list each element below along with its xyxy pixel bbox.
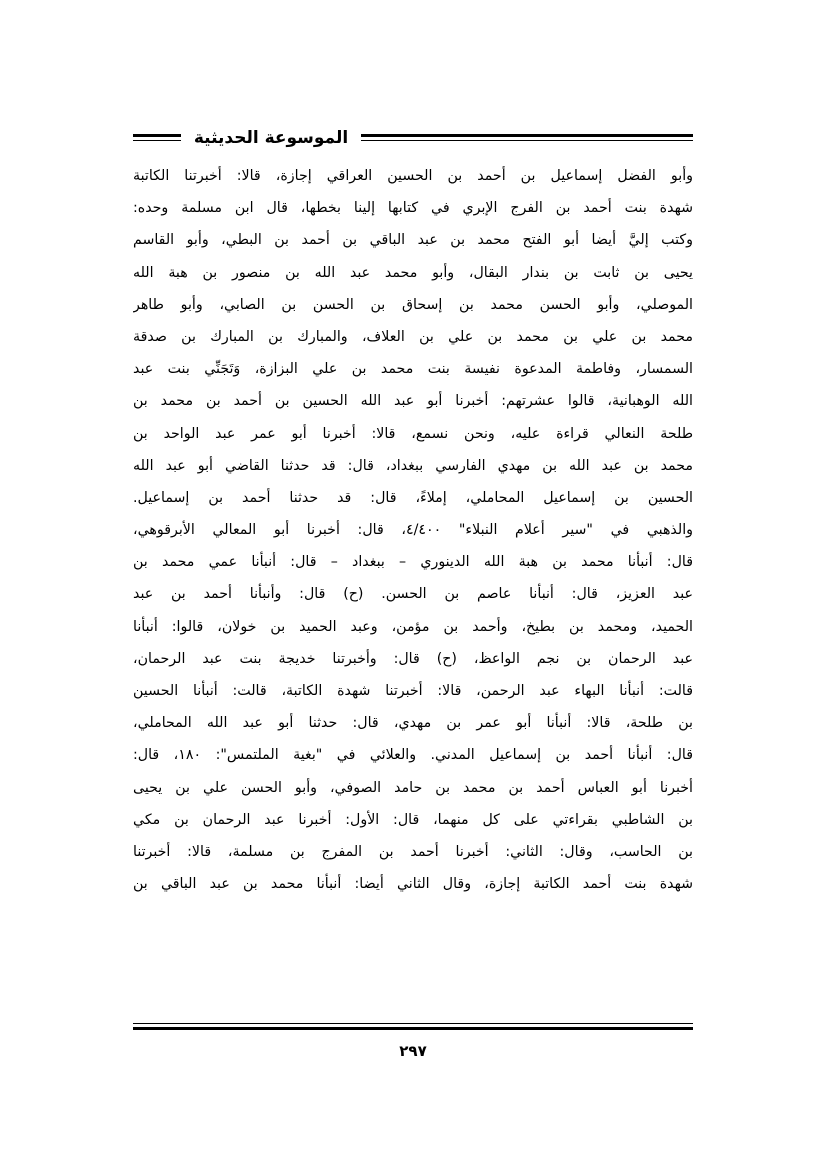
text-line: بن الحاسب، وقال: الثاني: أخبرنا أحمد بن المفرج بن مسلمة، قالا: أخبرتنا <box>133 843 693 860</box>
header-rule-left <box>133 134 181 141</box>
text-line: بن الشاطبي بقراءتي على كل منهما، قال: الأول: أخبرنا عبد الرحمان بن مكي <box>133 811 693 828</box>
text-line: السمسار، وفاطمة المدعوة نفيسة بنت محمد بن علي البزازة، وَتَجَنِّي بنت عبد <box>133 361 693 378</box>
header-rule-right <box>361 134 693 141</box>
text-line: طلحة النعالي قراءة عليه، ونحن نسمع، قالا: أخبرنا أبو عمر عبد الواحد بن <box>133 425 693 442</box>
body-text <box>133 160 693 900</box>
running-header <box>133 126 693 156</box>
text-line: قال: أنبأنا محمد بن هبة الله الدينوري – ببغداد – قال: أنبأنا عمي محمد بن <box>133 554 693 571</box>
text-line: محمد بن عبد الله بن مهدي الفارسي ببغداد، قال: قد حدثنا القاضي أبو عبد الله <box>133 457 693 474</box>
text-line: وكتب إليَّ أيضا أبو الفتح محمد بن عبد الباقي بن أحمد بن البطي، وأبو القاسم <box>133 232 693 249</box>
text-line: أخبرنا أبو العباس أحمد بن محمد بن حامد الصوفي، وأبو الحسن علي بن يحيى <box>133 779 693 796</box>
page-number: ٢٩٧ <box>399 1042 427 1060</box>
text-line: والذهبي في "سير أعلام النبلاء" ٤/٤٠٠، قال: أخبرنا أبو المعالي الأبرقوهي، <box>133 522 693 539</box>
text-line: الله الوهبانية، قالوا عشرتهم: أخبرنا أبو عبد الله الحسين بن أحمد بن محمد بن <box>133 393 693 410</box>
text-line: قالت: أنبأنا البهاء عبد الرحمن، قالا: أخبرتنا شهدة الكاتبة، قالت: أنبأنا الحسين <box>133 683 693 699</box>
text-line: وأبو الفضل إسماعيل بن أحمد بن الحسين العراقي إجازة، قالا: أخبرتنا الكاتبة <box>133 168 693 184</box>
header-title: الموسوعة الحديثية <box>193 128 349 148</box>
text-line: محمد بن علي بن محمد بن علي بن العلاف، والمبارك بن المبارك بن صدقة <box>133 328 693 345</box>
text-line: قال: أنبأنا أحمد بن إسماعيل المدني. والعلائي في "بغية الملتمس": ١٨٠، قال: <box>133 747 693 764</box>
text-line: شهدة بنت أحمد بن الفرج الإبري في كتابها إلينا بخطها، قال ابن مسلمة وحده: <box>133 200 693 217</box>
text-line: يحيى بن ثابت بن بندار البقال، وأبو محمد عبد الله بن منصور بن هبة الله <box>133 264 693 281</box>
text-line: الحميد، ومحمد بن بطيخ، وأحمد بن مؤمن، وعبد الحميد بن خولان، قالوا: أنبأنا <box>133 618 693 635</box>
text-line: عبد العزيز، قال: أنبأنا عاصم بن الحسن. (ح) قال: وأنبأنا أحمد بن عبد <box>133 586 693 603</box>
footer-rule <box>133 1023 693 1030</box>
text-line: شهدة بنت أحمد الكاتبة إجازة، وقال الثاني أيضا: أنبأنا محمد بن عبد الباقي بن <box>133 876 693 893</box>
text-line: عبد الرحمان بن نجم الواعظ، (ح) قال: وأخبرتنا خديجة بنت عبد الرحمان، <box>133 650 693 667</box>
text-line: الموصلي، وأبو الحسن محمد بن إسحاق بن الحسن بن الصابي، وأبو طاهر <box>133 296 693 313</box>
text-line: الحسين بن إسماعيل المحاملي، إملاءً، قال: قد حدثنا أحمد بن إسماعيل. <box>133 489 693 506</box>
text-line: بن طلحة، قالا: أنبأنا أبو عمر بن مهدي، قال: حدثنا أبو عبد الله المحاملي، <box>133 715 693 732</box>
